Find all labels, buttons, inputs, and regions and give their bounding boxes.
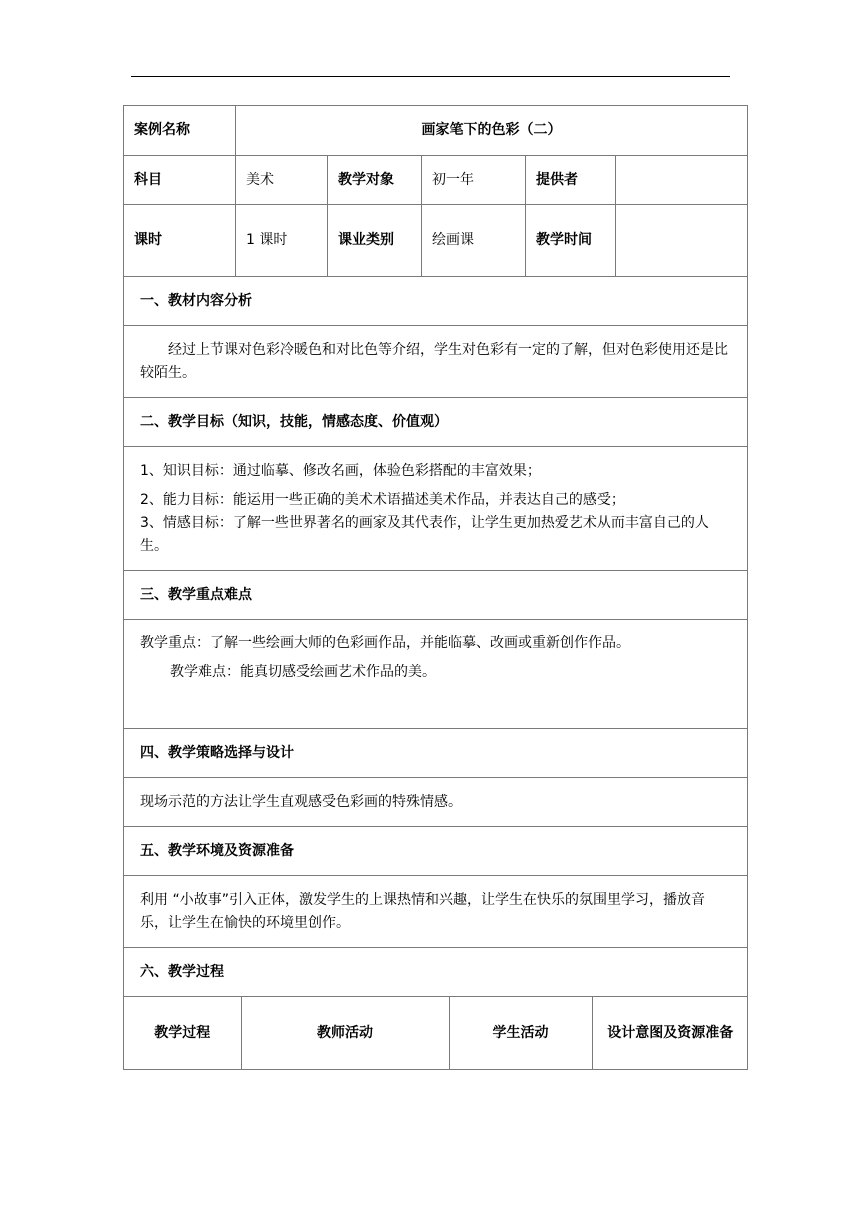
process-header-intent: 设计意图及资源准备 <box>592 997 748 1069</box>
time-value <box>616 205 748 277</box>
hours-row <box>124 205 748 277</box>
subject-label: 科目 <box>124 156 236 205</box>
section-6-title: 六、教学过程 <box>124 948 748 997</box>
case-name-row <box>124 106 748 156</box>
hours-label: 课时 <box>124 205 236 277</box>
lesson-plan-table <box>123 105 747 1070</box>
case-name-value: 画家笔下的色彩（二） <box>236 106 748 156</box>
process-header-table <box>124 997 748 1069</box>
section-1-title: 一、教材内容分析 <box>124 277 748 326</box>
subject-value: 美术 <box>236 156 328 205</box>
time-label: 教学时间 <box>526 205 616 277</box>
section-2-body <box>124 447 748 571</box>
target-value: 初一年 <box>422 156 526 205</box>
objective-knowledge: 1、知识目标：通过临摹、修改名画，体验色彩搭配的丰富效果； <box>140 462 541 479</box>
objective-emotion: 3、情感目标：了解一些世界著名的画家及其代表作，让学生更加热爱艺术从而丰富自己的人生。 <box>140 514 709 554</box>
section-1-text: 经过上节课对色彩冷暖色和对比色等介绍，学生对色彩有一定的了解，但对色彩使用还是比较陌生。 <box>124 326 748 398</box>
type-label: 课业类别 <box>328 205 422 277</box>
target-label: 教学对象 <box>328 156 422 205</box>
header-rule <box>131 76 730 77</box>
objective-ability: 2、能力目标：能运用一些正确的美术术语描述美术作品，并表达自己的感受； <box>140 491 625 508</box>
difficult-point: 教学难点：能真切感受绘画艺术作品的美。 <box>170 664 436 680</box>
provider-value <box>616 156 748 205</box>
section-3-title: 三、教学重点难点 <box>124 571 748 620</box>
process-header-stage: 教学过程 <box>124 997 241 1069</box>
section-2-title: 二、教学目标（知识，技能，情感态度、价值观） <box>124 398 748 447</box>
hours-value: 1 课时 <box>236 205 328 277</box>
key-point: 教学重点：了解一些绘画大师的色彩画作品，并能临摹、改画或重新创作作品。 <box>140 635 630 651</box>
section-5-text: 利用 “小故事”引入正体，激发学生的上课热情和兴趣，让学生在快乐的氛围里学习，播放音乐，让学生在愉快的环境里创作。 <box>124 876 748 948</box>
process-header-student: 学生活动 <box>449 997 592 1069</box>
process-header-teacher: 教师活动 <box>241 997 449 1069</box>
section-5-title: 五、教学环境及资源准备 <box>124 827 748 876</box>
section-4-title: 四、教学策略选择与设计 <box>124 729 748 778</box>
section-3-body <box>124 620 748 729</box>
provider-label: 提供者 <box>526 156 616 205</box>
section-4-text: 现场示范的方法让学生直观感受色彩画的特殊情感。 <box>124 778 748 827</box>
type-value: 绘画课 <box>422 205 526 277</box>
subject-row <box>124 156 748 205</box>
case-name-label: 案例名称 <box>124 106 236 156</box>
